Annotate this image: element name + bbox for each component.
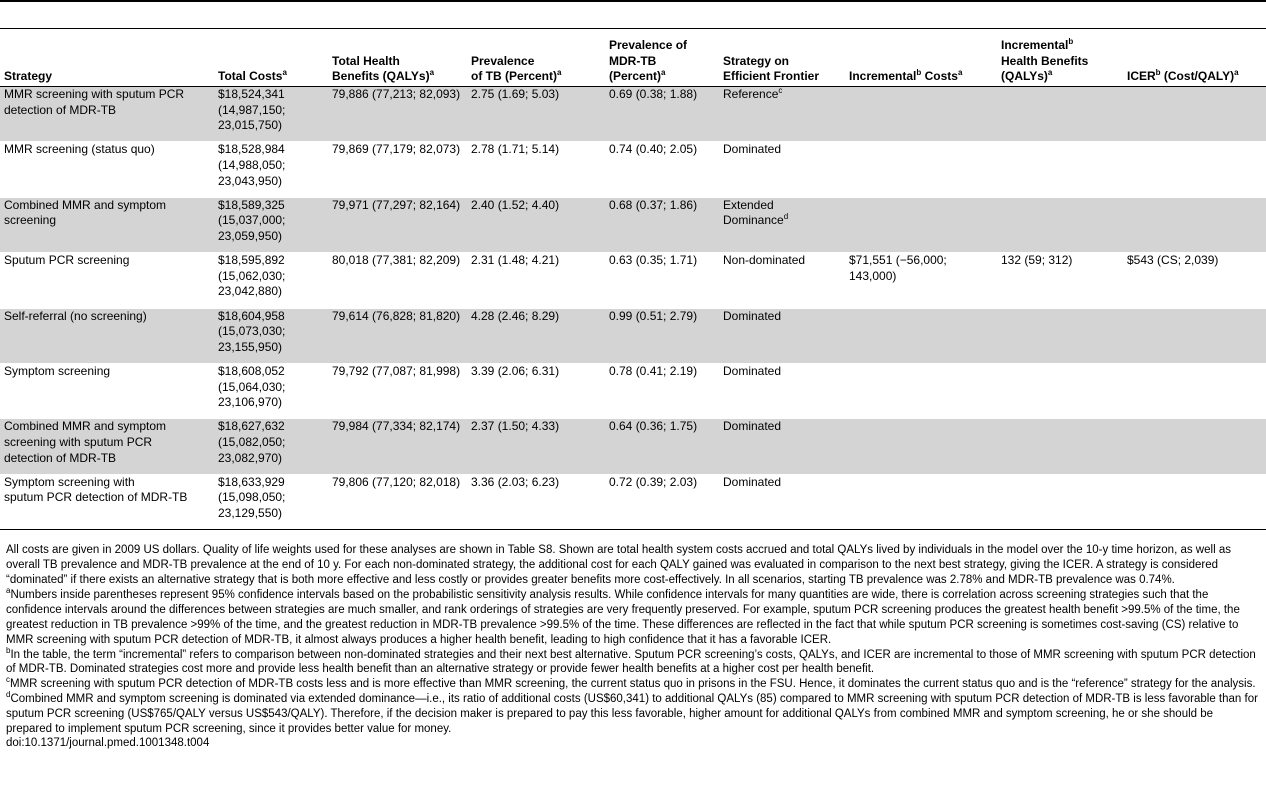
cell-incremental-costs [845,363,997,418]
cell-prevalence-tb: 4.28 (2.46; 8.29) [467,308,605,363]
cell-incremental-costs [845,142,997,197]
cell-prevalence-tb: 2.75 (1.69; 5.03) [467,87,605,142]
header-strategy: Strategy [4,69,53,84]
cell-strategy: MMR screening (status quo) [0,142,214,197]
footnote-b: $^b$In the table, the term “incremental” refers to comparison between non-dominated strategies and their next best alternative. Sputum PCR screening’s costs, QALYs, and ICER are incremental to those of MMR screening with sputum PCR detection of MDR-TB. Dominated strategies cost more and provide less health benefit than an alternative strategy or provide fewer health benefits at a higher cost per health benefit. [6,645,1256,676]
cell-incremental-health-benefits [997,308,1123,363]
cell-icer [1123,363,1266,418]
table-row [0,419,1266,474]
cell-total-costs: $18,595,892 (15,062,030; 23,042,880) [214,253,328,308]
cell-strategy: Sputum PCR screening [0,253,214,308]
doi: doi:10.1371/journal.pmed.1001348.t004 [6,737,210,750]
cell-total-costs: $18,633,929 (15,098,050; 23,129,550) [214,474,328,529]
cell-total-health-benefits: 79,792 (77,087; 81,998) [328,363,467,418]
table-row [0,308,1266,363]
cell-incremental-health-benefits [997,197,1123,252]
cell-strategy: Combined MMR and symptom screening with sputum PCR detection of MDR-TB [0,419,214,474]
cell-efficient-frontier: Extended Dominance$^d$ [719,197,845,252]
cell-total-costs: $18,604,958 (15,073,030; 23,155,950) [214,308,328,363]
header-prevalence-mdr-tb: Prevalence of MDR-TB (Percent)$^a$ [609,38,688,84]
cell-prevalence-tb: 3.39 (2.06; 6.31) [467,363,605,418]
cell-efficient-frontier: Non-dominated [719,253,845,308]
cell-incremental-health-benefits: 132 (59; 312) [997,253,1123,308]
cell-incremental-health-benefits [997,87,1123,142]
table-row [0,142,1266,197]
header-efficient-frontier: Strategy on Efficient Frontier [723,53,820,84]
results-table [0,28,1266,530]
cell-efficient-frontier: Dominated [719,308,845,363]
cell-incremental-costs: $71,551 (−56,000; 143,000) [845,253,997,308]
footnote-a: $^a$Numbers inside parentheses represent 95% confidence intervals based on the probabilistic sensitivity analysis results. While confidence intervals for many quantities are wide, there is correlation across screening strategies such that the confidence intervals around the differences between strategies are much smaller, and rank orderings of strategies are very frequently preserved. For example, sputum PCR screening produces the greatest health benefit >99.5% of the time, the greatest reduction in TB prevalence >99% of the time, and the greatest reduction in MDR-TB prevalence >99.5% of the time. These differences are reflected in the fact that while sputum PCR screening is sometimes cost-saving (CS) relative to MMR screening with sputum PCR detection of MDR-TB, it almost always produces a higher health benefit, leading to high confidence that it has a favorable ICER. [6,586,1240,646]
cell-prevalence-tb: 2.40 (1.52; 4.40) [467,197,605,252]
cell-prevalence-mdr-tb: 0.64 (0.36; 1.75) [605,419,719,474]
table-row [0,87,1266,142]
cell-strategy: Symptom screening with sputum PCR detection of MDR-TB [0,474,214,529]
cell-total-health-benefits: 80,018 (77,381; 82,209) [328,253,467,308]
cell-total-costs: $18,589,325 (15,037,000; 23,059,950) [214,197,328,252]
cell-total-health-benefits: 79,886 (77,213; 82,093) [328,87,467,142]
cell-icer: $543 (CS; 2,039) [1123,253,1266,308]
cell-prevalence-mdr-tb: 0.72 (0.39; 2.03) [605,474,719,529]
cell-icer [1123,419,1266,474]
cell-incremental-costs [845,197,997,252]
cell-total-costs: $18,627,632 (15,082,050; 23,082,970) [214,419,328,474]
cell-total-health-benefits: 79,984 (77,334; 82,174) [328,419,467,474]
cell-prevalence-tb: 2.78 (1.71; 5.14) [467,142,605,197]
footnote-main: All costs are given in 2009 US dollars. Quality of life weights used for these analyses are shown in Table S8. Shown are total health system costs accrued and total QALYs lived by individuals in the model over the 10-y time horizon, as well as overall TB prevalence and MDR-TB prevalence at the end of 10 y. For each non-dominated strategy, the additional cost for each QALY gained was evaluated in comparison to the next best strategy, giving the ICER. A strategy is considered “dominated” if there exists an alternative strategy that is both more effective and less costly or provides greater benefits more cost-effectively. In all scenarios, starting TB prevalence was 2.78% and MDR-TB prevalence was 0.74%. [6,544,1231,586]
table-body [0,87,1266,530]
cell-prevalence-mdr-tb: 0.63 (0.35; 1.71) [605,253,719,308]
cell-icer [1123,308,1266,363]
table-row [0,474,1266,529]
cell-efficient-frontier: Reference$^c$ [719,87,845,142]
cell-efficient-frontier: Dominated [719,363,845,418]
cell-incremental-health-benefits [997,363,1123,418]
cell-strategy: Combined MMR and symptom screening [0,197,214,252]
header-incremental-health-benefits: Incremental$^b$ Health Benefits (QALYs)$^a$ [1001,37,1089,84]
cell-icer [1123,474,1266,529]
cell-prevalence-tb: 3.36 (2.03; 6.23) [467,474,605,529]
cell-total-health-benefits: 79,614 (76,828; 81,820) [328,308,467,363]
cell-prevalence-tb: 2.31 (1.48; 4.21) [467,253,605,308]
table-row [0,197,1266,252]
cell-efficient-frontier: Dominated [719,142,845,197]
cell-total-health-benefits: 79,869 (77,179; 82,073) [328,142,467,197]
cell-incremental-health-benefits [997,474,1123,529]
footnote-d: $^d$Combined MMR and symptom screening is dominated via extended dominance—i.e., its ratio of additional costs (US$60,341) to additional QALYs (85) compared to MMR screening with sputum PCR detection of MDR-TB is less favorable than for sputum PCR screening (US$765/QALY versus US$543/QALY). Therefore, if the decision maker is prepared to pay this less favorable, higher amount for additional QALYs from combined MMR and symptom screening, he or she should be prepared to implement sputum PCR screening, since it provides better value for money. [6,690,1258,735]
table-row [0,363,1266,418]
cell-icer [1123,142,1266,197]
header-prevalence-tb: Prevalence of TB (Percent)$^a$ [471,53,562,84]
cell-incremental-health-benefits [997,419,1123,474]
cell-incremental-costs [845,87,997,142]
cell-strategy: Self-referral (no screening) [0,308,214,363]
cell-prevalence-mdr-tb: 0.69 (0.38; 1.88) [605,87,719,142]
cell-efficient-frontier: Dominated [719,419,845,474]
cell-total-health-benefits: 79,971 (77,297; 82,164) [328,197,467,252]
table-row [0,253,1266,308]
cell-prevalence-mdr-tb: 0.74 (0.40; 2.05) [605,142,719,197]
cell-incremental-costs [845,419,997,474]
cell-prevalence-tb: 2.37 (1.50; 4.33) [467,419,605,474]
cell-total-costs: $18,528,984 (14,988,050; 23,043,950) [214,142,328,197]
cell-incremental-costs [845,474,997,529]
header-total-costs: Total Costs$^a$ [218,68,287,84]
cell-total-costs: $18,524,341 (14,987,150; 23,015,750) [214,87,328,142]
cell-prevalence-mdr-tb: 0.78 (0.41; 2.19) [605,363,719,418]
cell-icer [1123,197,1266,252]
header-total-health-benefits: Total Health Benefits (QALYs)$^a$ [332,53,435,84]
footnote-c: $^c$MMR screening with sputum PCR detection of MDR-TB costs less and is more effective than MMR screening, the current status quo in prisons in the FSU. Hence, it dominates the current status quo and is the “reference” strategy for the analysis. [6,675,1256,691]
header-row [0,29,1266,87]
cell-incremental-costs [845,308,997,363]
cell-strategy: MMR screening with sputum PCR detection of MDR-TB [0,87,214,142]
top-rule [0,0,1266,2]
cell-incremental-health-benefits [997,142,1123,197]
cell-prevalence-mdr-tb: 0.99 (0.51; 2.79) [605,308,719,363]
cell-efficient-frontier: Dominated [719,474,845,529]
cell-prevalence-mdr-tb: 0.68 (0.37; 1.86) [605,197,719,252]
table-footnotes [6,543,1262,751]
cell-total-health-benefits: 79,806 (77,120; 82,018) [328,474,467,529]
header-incremental-costs: Incremental$^b$ Costs$^a$ [849,68,963,84]
cell-strategy: Symptom screening [0,363,214,418]
cell-total-costs: $18,608,052 (15,064,030; 23,106,970) [214,363,328,418]
cell-icer [1123,87,1266,142]
header-icer: ICER$^b$ (Cost/QALY)$^a$ [1127,68,1239,84]
